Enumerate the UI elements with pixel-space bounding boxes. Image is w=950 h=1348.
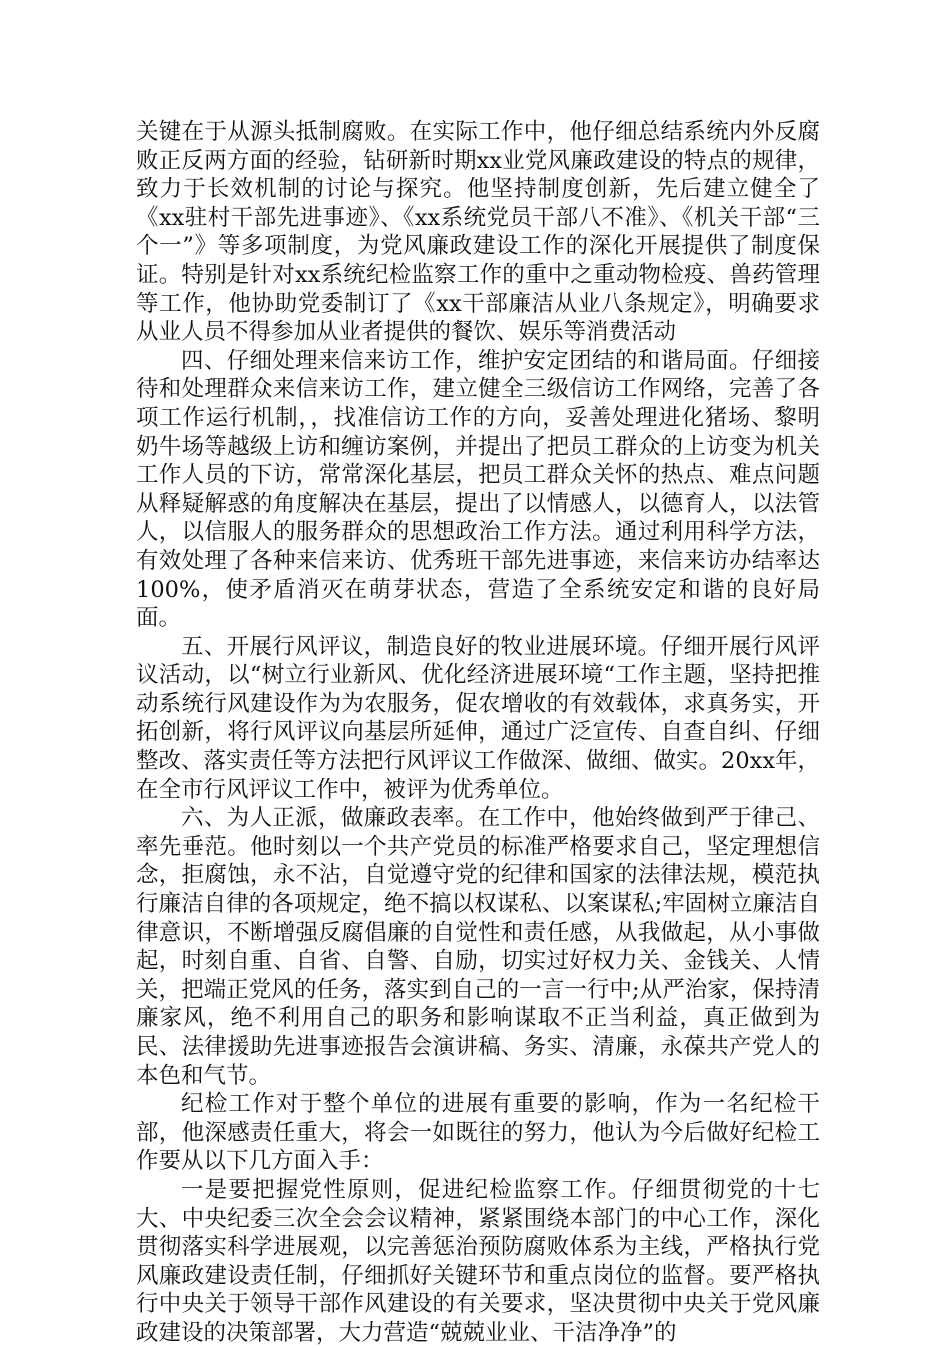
paragraph-2: 四、仔细处理来信来访工作，维护安定团结的和谐局面。仔细接待和处理群众来信来访工作，建立健全三级信访工作网络，完善了各项工作运行机制，，找准信访工作的方向，妥善处理进化猪场、黎明奶牛场等越级上访和缠访案例，并提出了把员工群众的上访变为机关工作人员的下访，常常深化基层，把员工群众关怀的热点、难点问题从释疑解惑的角度解决在基层，提出了以情感人，以德育人，以法管人，以信服人的服务群众的思想政治工作方法。通过利用科学方法，有效处理了各种来信来访、优秀班干部先进事迹，来信来访办结率达100%，使矛盾消灭在萌芽状态，营造了全系统安定和谐的良好局面。 xyxy=(136,347,820,632)
paragraph-4: 六、为人正派，做廉政表率。在工作中，他始终做到严于律己、率先垂范。他时刻以一个共产党员的标准严格要求自己，坚定理想信念，拒腐蚀，永不沾，自觉遵守党的纪律和国家的法律法规，模范执行廉洁自律的各项规定，绝不搞以权谋私、以案谋私;牢固树立廉洁自律意识，不断增强反腐倡廉的自觉性和责任感，从我做起，从小事做起，时刻自重、自省、自警、自励，切实过好权力关、金钱关、人情关，把端正党风的任务，落实到自己的一言一行中;从严治家，保持清廉家风，绝不利用自己的职务和影响谋取不正当利益，真正做到为民、法律援助先进事迹报告会演讲稿、务实、清廉，永葆共产党人的本色和气节。 xyxy=(136,805,820,1089)
paragraph-5: 纪检工作对于整个单位的进展有重要的影响，作为一名纪检干部，他深感责任重大，将会一如既往的努力，他认为今后做好纪检工作要从以下几方面入手： xyxy=(136,1091,820,1175)
document-page xyxy=(136,118,820,1348)
paragraph-1: 关键在于从源头抵制腐败。在实际工作中，他仔细总结系统内外反腐败正反两方面的经验，钻研新时期xx业党风廉政建设的特点的规律，致力于长效机制的讨论与探究。他坚持制度创新，先后建立健全了《xx驻村干部先进事迹》、《xx系统党员干部八不准》、《机关干部“三个一”》等多项制度，为党风廉政建设工作的深化开展提供了制度保证。特别是针对xx系统纪检监察工作的重中之重动物检疫、兽药管理等工作，他协助党委制订了《xx干部廉洁从业八条规定》，明确要求从业人员不得参加从业者提供的餐饮、娱乐等消费活动 xyxy=(136,119,820,346)
paragraph-6: 一是要把握党性原则，促进纪检监察工作。仔细贯彻党的十七大、中央纪委三次全会会议精神，紧紧围绕本部门的中心工作，深化贯彻落实科学进展观，以完善惩治预防腐败体系为主线，严格执行党风廉政建设责任制，仔细抓好关键环节和重点岗位的监督。要严格执行中央关于领导干部作风建设的有关要求，坚决贯彻中央关于党风廉政建设的决策部署，大力营造“兢兢业业、干洁净净”的 xyxy=(136,1176,820,1346)
paragraph-3: 五、开展行风评议，制造良好的牧业进展环境。仔细开展行风评议活动，以“树立行业新风、优化经济进展环境“工作主题，坚持把推动系统行风建设作为为农服务，促农增收的有效载体，求真务实，开拓创新，将行风评议向基层所延伸，通过广泛宣传、自查自纠、仔细整改、落实责任等方法把行风评议工作做深、做细、做实。20xx年，在全市行风评议工作中，被评为优秀单位。 xyxy=(136,633,821,803)
